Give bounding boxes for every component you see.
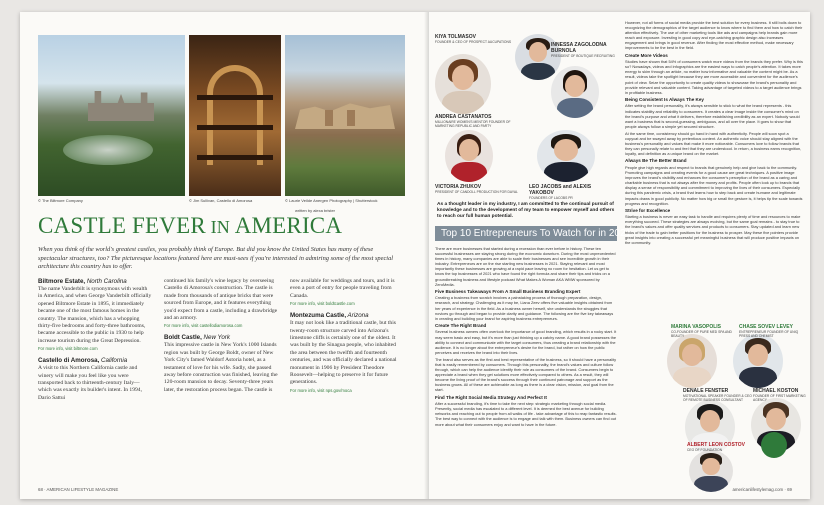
entry-boldt [164, 334, 278, 394]
subheading: Five Business Takeaways From A Small Business Branding Expert [435, 288, 581, 294]
entry-body: It may not look like a traditional castle, but this twenty-room structure carved into Arizona's limestone cliffs is certainly one of the oldest. It was built by the Sinagua people, who inhabited the area between the twelfth and fourteenth centuries, and was officially declared a national monument in 1906 by President Theodore Roosevelt—helping to preserve it for future generations. [290, 320, 397, 386]
entry-biltmore [38, 278, 152, 351]
entry-body: continued his family's wine legacy by overseeing Castello di Amorosa's construction. The castle is made from thousands of antique bricks that were sourced from Europe, and it features everything you'd expect from a castle, including a drawbridge and an armory. [164, 278, 278, 322]
portrait-albert [689, 450, 733, 492]
paragraph: Starting a business is never an easy task to handle and requires plenty of time and resources to make everything succeed. These strategies are always evolving, but the same goal remains - to stay true to the brand's values and offer quality services and products to consumers. Stay updated and learn new tricks of the trade to gain better positions for the business to prosper. May these five pointers provide great insights into creating a successful yet meaningful business that will produce positive impacts on the community. [625, 214, 801, 245]
shelf-shape [197, 95, 273, 100]
paragraph: People give high regards and respect to brands that genuinely help and give back to the community. Promoting campaigns and creating events for a good cause are great techniques. A positive image improves the brand's visibility and enhances the consumer's perception of the brand as a caring and charitable business that is not always after the money and profits. People often look up to brands that display a sense of responsibility and commitment to improving the lives of their consumers. Especially during this pandemic crisis, a brand that learns how to step back and create humane and legitimate impacts draws in good publicity. No matter how big or small the gesture is, it helps tip the scale towards progress and recognition. [625, 164, 803, 206]
right-page [429, 12, 810, 499]
subheading: Strive for Excellence [625, 207, 671, 213]
portrait-leo-alexis [537, 130, 595, 182]
portrait-marina [667, 334, 717, 388]
shelf-shape [197, 155, 273, 160]
paragraph: At the same time, consistency should go hand in hand with authenticity. People will soon spot a copycat and be swayed away by pretentious content. An authentic voice should stay aligned with the business's personality and values that make it more noticeable. Consumers love to follow brands that they can personally relate to and feel that they are understood. In return, a business earns recognition, loyalty, and definition as a unique brand on the market. [625, 130, 802, 157]
section-title-bar [435, 226, 632, 241]
entry-body: A visit to this Northern California castle and winery will make you feel like you were transported back to thirteenth-century Italy—which was exactly its builder's intent. In 1994, Dario Sattui [38, 365, 143, 401]
paragraph: After setting the brand personality, it's always sensible to stick to what the brand represents - this indicates stability and reliability to consumers. It creates a clear image inside the consumer's mind on the brand's purpose and what it delivers, therefore establishing credibility as an expert. Nobody would want a business that is second-guessing, ambiguous, and all over the place. It goes to show that people always follow a simple yet secured structure. [625, 103, 800, 129]
paragraph: Studies have shown that 54% of consumers watch more videos from the brands they prefer. Why is this so? Nowadays, videos and infographics are the easiest ways to catch people's attention. It takes more energy to skim through an article, no matter how informative and valuable the content might be. As a result, videos take the spotlight because they are more accessible and convenient for the audience's point of view. Seize the opportunity to create quality videos to showcase the brand's personality and provide relevant and valuable content. Taking advantage of targeted videos to a target audience brings in profitable business. [625, 59, 803, 95]
entry-title: Boldt Castle, New York [164, 334, 230, 342]
entry-body: This impressive castle in New York's 1000 Islands region was built by George Boldt, owner of New York City's famed Waldorf Astoria hotel, as a testament of love for his wife. Sadly, she passed away before construction was finished, leaving the 120-room mansion to decay. Seventy-three years later, the restoration process began. The castle is [164, 342, 278, 393]
entry-link[interactable]: For more info, visit castellodiamorosa.com [164, 323, 243, 329]
paragraph: The brand also serves as the first and best representative of the business, so it should have a personality that is easily remembered by consumers. Through this personality, the brand's values and culture follow through, which can help the audience identify their role as consumers of the brand. Consumers begin to appreciate a brand when they get solutions more effectively compared to others. As a result, they will become the living proof of the brand's success through their continued patronage and support as the business grows. All of these are achievable as long as there is a clear vision, mission, and goal from the start. [435, 356, 617, 393]
entry-montezuma [290, 312, 404, 393]
headline-main: CASTLE FEVER [38, 213, 206, 238]
entry-body: now available for weddings and tours, and it is even a port of entry for people traveling from Canada. [290, 278, 395, 299]
castello-interior-photo [189, 35, 281, 196]
entry-castello [38, 357, 152, 402]
section-title: Top 10 Entrepreneurs To Watch for in 2021 [441, 228, 632, 239]
person-label: DENALE FENSTER MOTIVATIONAL SPEAKER FOUNDER & CEO OF REMOTE BUSINESS CONSULTANT [683, 388, 752, 402]
photo-credit: © Laurie Veilde Anergen Photography | Shutterstock [285, 198, 378, 203]
headline-in: IN [205, 217, 235, 237]
dwelling-tower [325, 110, 333, 126]
entry-castello-cont [164, 278, 278, 328]
montezuma-photo [285, 35, 405, 196]
column-2 [164, 278, 278, 408]
person-label: LEO JACOBS and ALEXIS YAKOBOV FOUNDERS OF LACOBS PR [529, 184, 592, 200]
portrait-innessa [551, 66, 599, 118]
photo-credit: © The Biltmore Company [38, 198, 83, 203]
entrepreneur-collage [429, 30, 617, 200]
person-label: INNESSA ZAGOLODNA BURNOLA PRESIDENT OF BOUTIQUE RECRUITING [551, 42, 615, 58]
entry-title: Montezuma Castle, Arizona [290, 312, 369, 320]
article-headline [38, 213, 342, 239]
garden-fountain [63, 135, 153, 165]
article-body-left [435, 246, 617, 429]
page-folio: americanlifestylemag.com · 69 [732, 487, 792, 492]
pull-quote: As a thought leader in my industry, I am committed to the continual pursuit of knowledge and to the development of my team to empower myself and others to reach our full human potential. [437, 202, 615, 219]
entry-boldt-cont [290, 278, 404, 306]
person-label: ALBERT LEON COSTOV CEO OF FOUNDATION [687, 442, 745, 452]
paragraph: There are more businesses that started during a recession than ever before in history. These ten successful businesses are staying strong during the economic downturn. During the most unprecedented times in history, many companies are able to scale their businesses and see incredible growth in their industry. Entrepreneurs are on the rise starting new businesses in 2021. Staying relevant and most importantly these businesses are growing at a rapid pace leaving no room for hesitation. Let us get to know the top businesses of 2021 who have found the right formula and share their tips and tricks on a groundbreaking business and lifestyle podcast What Makes A Woman AKA WMW sponsored by ZeroMedia. [435, 246, 616, 287]
paragraph: However, not all forms of social media provide the best solution for every business. It still boils down to recognizing the demographics of the target audience to know where to find them and how to catch their attention effectively. The use of other marketing tools like ads and campaigns help brands gain more reach and exposure. Investing in good copy and eye-catching graphic design also increases engagement and brings in good revenue. After finding the most effective method, make necessary improvements to be the best in the field. [625, 20, 803, 51]
portrait-victoria [445, 130, 493, 182]
subheading: Create The Right Brand [435, 322, 487, 328]
article-deck: When you think of the world's greatest castles, you probably think of Europe. But did you know the United States has many of these spectacular structures, too? The picturesque locations featured here are must-sees if you're interested in admiring some of the most special architecture this country has to offer. [38, 246, 394, 271]
entry-link[interactable]: For more info, visit biltmore.com [38, 346, 98, 352]
subheading: Always Be The Better Brand [625, 158, 687, 164]
person-label: VICTORIA ZHUKOV PRESIDENT OF CANDOLL PRODUCTION FOR DAYAL [435, 184, 518, 194]
column-1 [38, 278, 152, 408]
byline: written by alexa brister [295, 208, 336, 213]
subheading: Being Consistent Is Always The Key [625, 96, 704, 102]
person-label: CHASE SOVEV LEVEY ENTREPRENEUR FOUNDER OF UNIQ PRESS AND CHEMIST [739, 324, 799, 338]
entry-title: Biltmore Estate, North Carolina [38, 278, 127, 285]
article-body-right [625, 20, 803, 247]
person-label: MARINA VASOPOLIS CO-FOUNDER OF PURE MED SPA AND BEAUTY [671, 324, 732, 338]
entry-link[interactable]: For more info, visit boldtcastle.com [290, 301, 355, 307]
biltmore-photo [38, 35, 185, 196]
magazine-spread [20, 12, 810, 499]
photo-credit: © Jim Sullivan, Castello di Amorosa [189, 198, 253, 203]
entry-title: Castello di Amorosa, California [38, 357, 128, 365]
paragraph: After a successful branding, it's time to take the next step: strategic marketing through social media. Presently, social media has escalated to a different level. It is deemed the best avenue for building networks and reaching out to people from all walks of life - take advantage of this to reap fantastic results. The best way to connect with the audience is to engage and talk with them. Business owners can find out more about what their consumers enjoy and want to have in the future. [435, 401, 617, 427]
headline-end: AMERICA [234, 213, 343, 238]
portrait-andrea [435, 54, 491, 114]
paragraph: Creating a business from scratch involves a painstaking process of thorough preparation, design, research, and strategy. Challenging as it may be, Liana Zeev offers five valuable insights obtained from her years of experience in the field. As a business owner herself, she understands the struggles that novices go through and began to provide clarity and guidance. The following are the five key takeaways in creating and building your brand for aspiring business entrepreneurs. [435, 295, 614, 321]
arch-shape [207, 65, 263, 165]
article-columns [38, 278, 404, 408]
paragraph: Several business owners often overlook the importance of good branding, which results in a rocky start. It may seem basic and easy, but it's more than just thinking up a catchy name. A good brand possesses the ability to connect and communicate with the target consumers, thus creating a brand relationship with the audience. It is no longer about the entrepreneur's desire for the brand, but rather on how the public perceives and receives the brand into their lives. [435, 329, 617, 355]
person-label: MICHAEL KOSTON FOUNDER OF FIRST MARKETING AGENCY [753, 388, 806, 402]
entrepreneur-collage-2 [667, 324, 807, 494]
person-label: ANDREA CASTANATOS MILLIONAIRE WOMEN'S MENTOR FOUNDER OF MARKETING REPUBLIC AND PARTY [435, 114, 511, 128]
green-badge-shape [761, 432, 787, 458]
subheading: Create More Videos [625, 52, 668, 58]
left-page [20, 12, 428, 499]
dwelling-tower [347, 110, 355, 126]
cliff-dwelling [295, 97, 395, 129]
person-label: KIYA TOLMASOV FOUNDER & CEO OF PROSPECT AUCUPATIONS [435, 34, 512, 44]
portrait-chase [733, 334, 783, 388]
entry-body: The name Vanderbilt is synonymous with wealth in America, and when George Vanderbilt officially opened Biltmore Estate in 1895, it immediately became one of the most famous homes in the country. The mansion, which has a whopping thirty-five bedrooms and forty-three bathrooms, became accessible to the public in 1930 to help increase tourism during the Great Depression. [38, 286, 152, 344]
subheading: Find The Right Social Media Strategy And Perfect It [435, 394, 547, 400]
castle-silhouette [88, 91, 154, 121]
shelf-shape [197, 125, 273, 130]
entry-link[interactable]: For more info, visit nps.gov/moca [290, 387, 352, 393]
page-folio: 68 · AMERICAN LIFESTYLE MAGAZINE [38, 487, 119, 492]
column-3 [290, 278, 404, 408]
